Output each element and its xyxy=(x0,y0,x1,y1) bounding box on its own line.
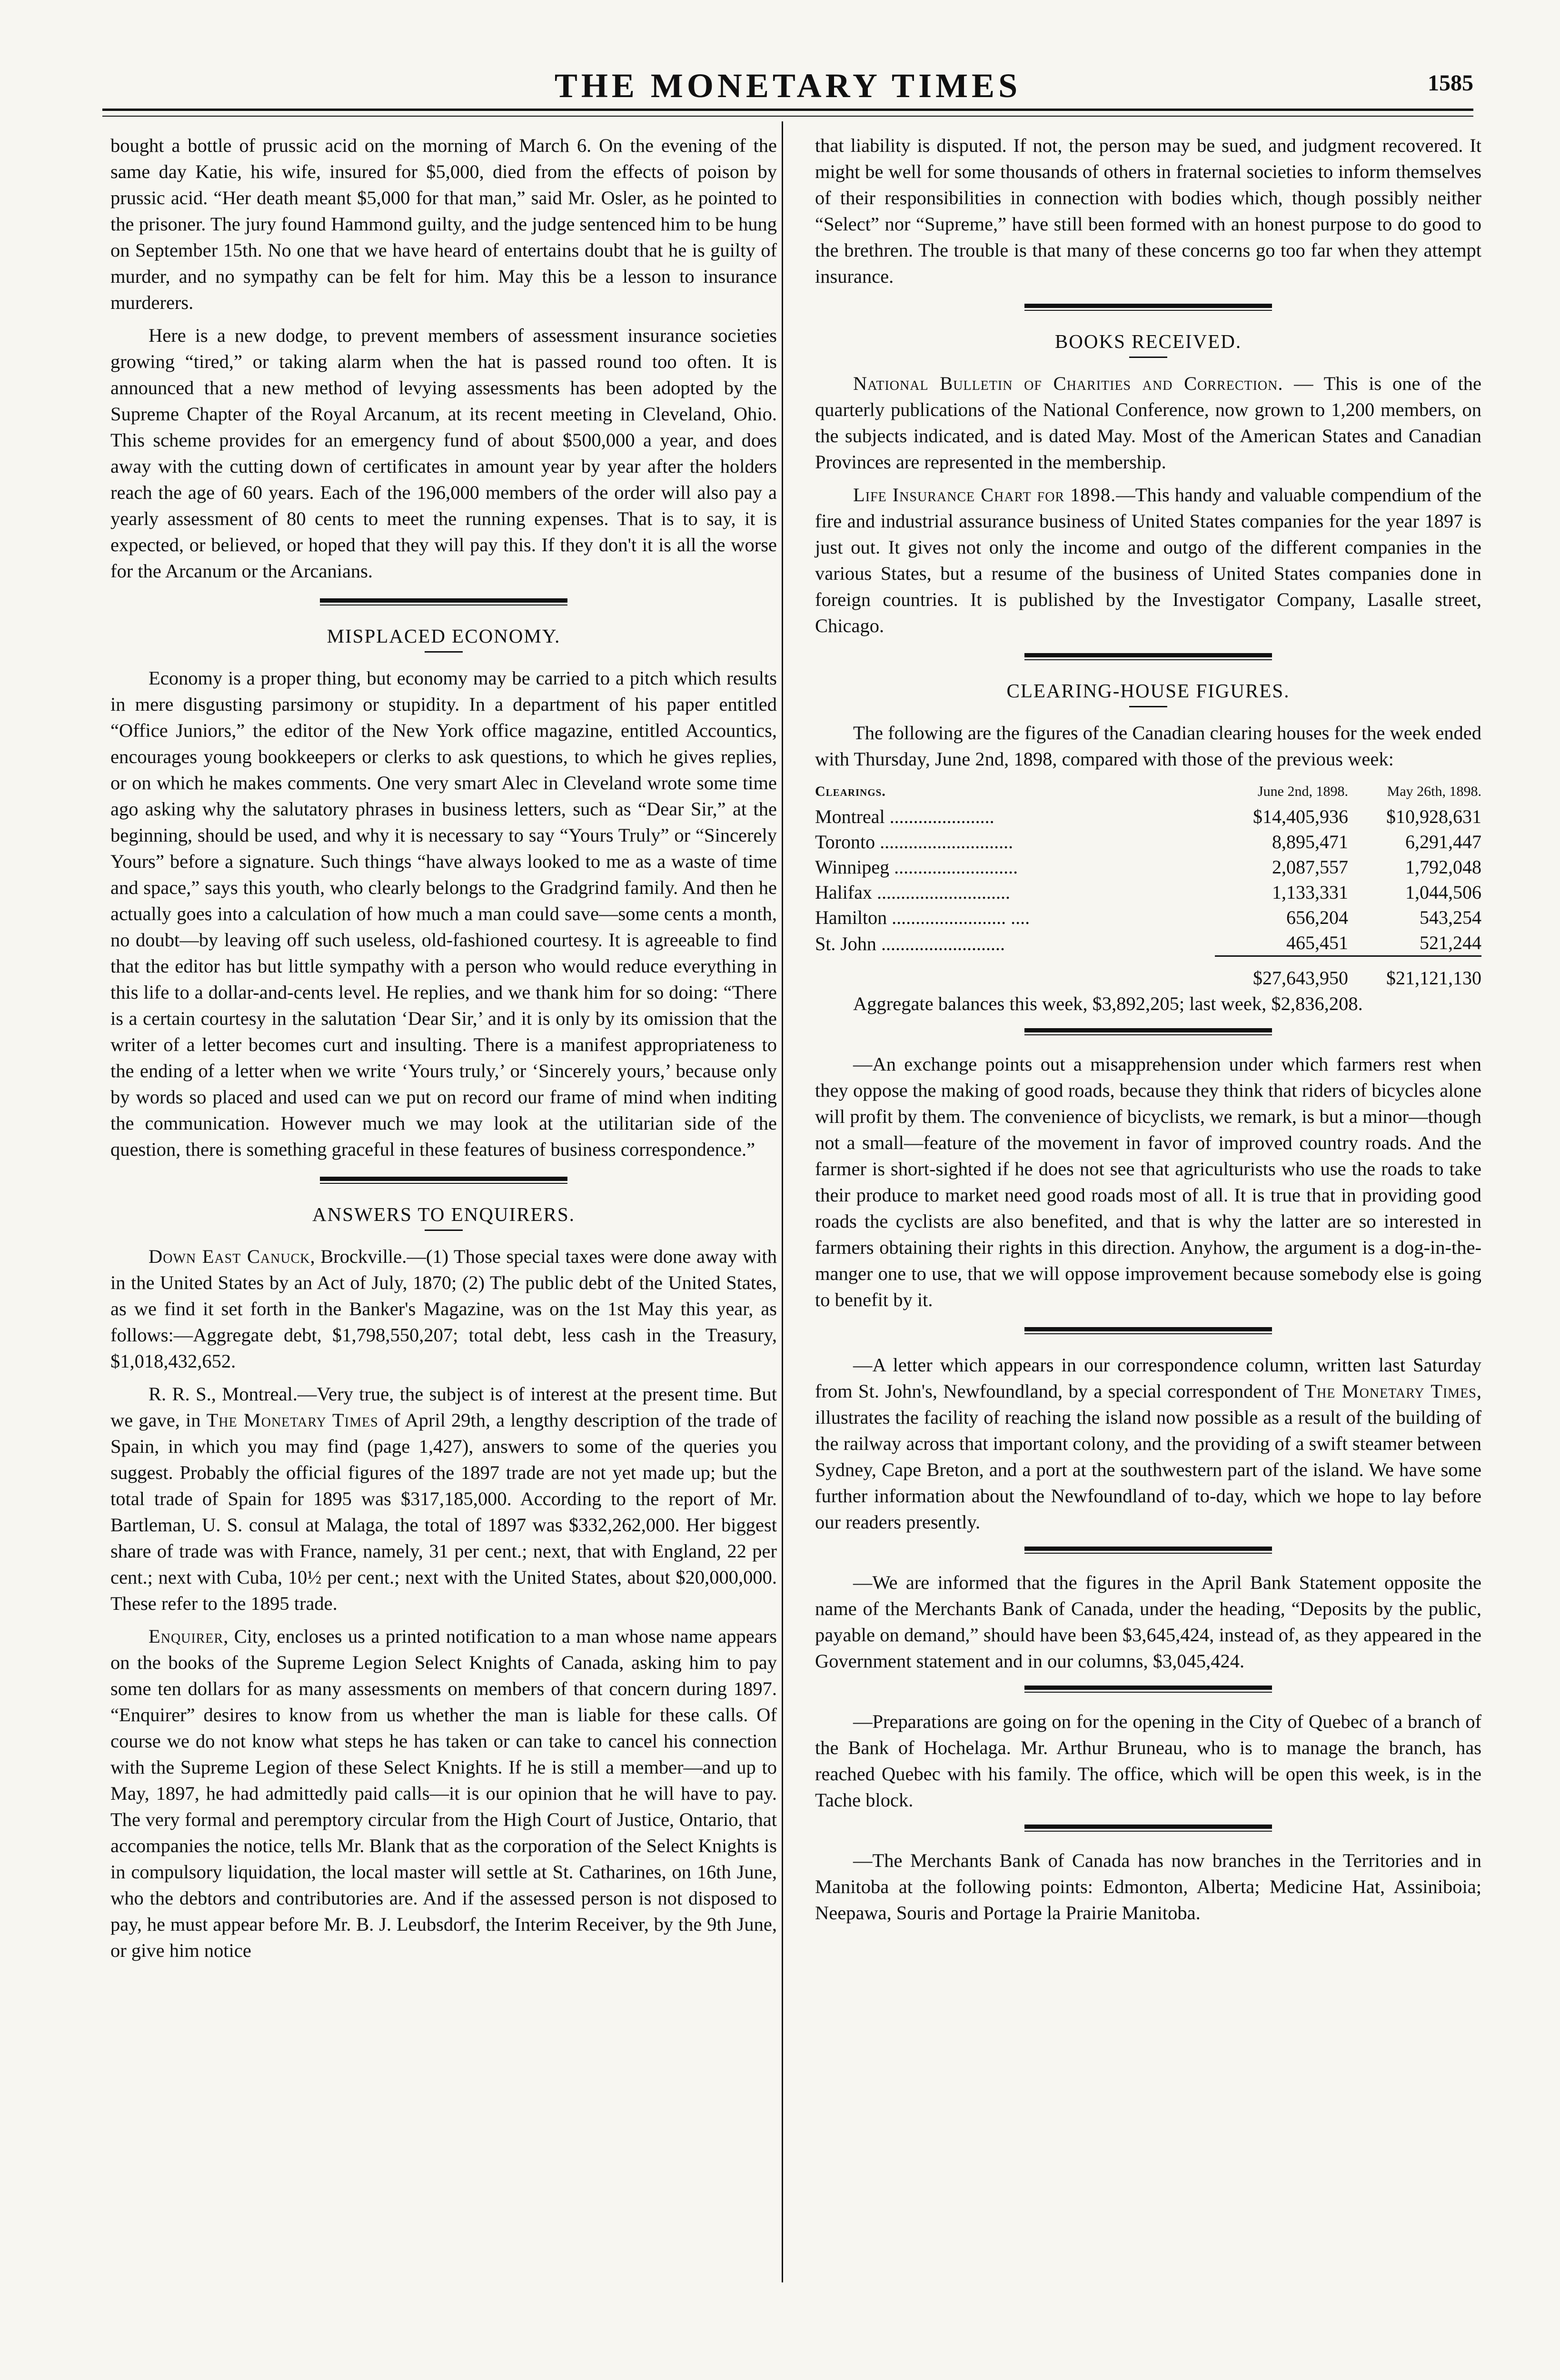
value-current: 656,204 xyxy=(1286,907,1348,928)
paragraph xyxy=(815,370,1481,475)
lead-in: Life Insurance Chart for 1898. xyxy=(853,484,1116,506)
section-heading: MISPLACED ECONOMY. xyxy=(327,625,561,647)
table-header-row xyxy=(815,779,1481,804)
section-divider xyxy=(1024,1684,1272,1694)
value-previous: $10,928,631 xyxy=(1386,806,1481,827)
total-previous: $21,121,130 xyxy=(1348,956,1481,991)
total-row xyxy=(815,956,1481,991)
total-current: $27,643,950 xyxy=(1215,956,1348,991)
table-row xyxy=(815,829,1481,854)
paragraph: Economy is a proper thing, but economy may be carried to a pitch which results in mere disgusting parsimony or stupidity. In a department of his paper entitled “Office Juniors,” the editor of the New York office magazine, entitled Accountics, encourages young bookkeepers or clerks to ask questions, to which he gives replies, or on which he makes comments. One very smart Alec in Cleveland wrote some time ago asking why the salutatory phrases in business letters, such as “Dear Sir,” at the beginning, should be used, and why it is necessary to say “Yours Truly” or “Sincerely Yours” before a signature. Such things “have always looked to me as a waste of time and space,” says this youth, who clearly belongs to the Gradgrind family. And then he actually goes into a calculation of how much a man could save—some cents a month, no doubt—by leaving off such useless, old-fashioned courtesy. It is agreeable to find that the editor has but little sympathy with a person who would reduce everything in this life to a dollar-and-cents level. He replies, and we thank him for so doing: “There is a certain courtesy in the salutation ‘Dear Sir,’ and it is only by its omission that the writer of a letter becomes curt and insulting. There is a manifest appropriateness to the ending of a letter when we write ‘Yours truly,’ or ‘Sincerely yours,’ because only by words so placed and used can we put on record our frame of mind when inditing the communication. However much we may look at the utilitarian side of the question, there is something graceful in these features of business correspondence.” xyxy=(110,667,777,1160)
lead-in: Down East Canuck xyxy=(149,1246,310,1267)
city-name: Winnipeg xyxy=(815,856,890,878)
paragraph-text: —This handy and valuable compendium of the fire and industrial assurance business of United States companies for the year 1897 is just out. It gives not only the income and outgo of the different companies in the various States, but a resume of the business of United States companies done in foreign countries. It is published by the Investigator Company, Lasalle street, Chicago. xyxy=(815,484,1481,636)
value-previous: 543,254 xyxy=(1420,907,1481,928)
table-header: May 26th, 1898. xyxy=(1387,783,1481,799)
value-current: 8,895,471 xyxy=(1272,831,1348,853)
header-rule-thick xyxy=(102,109,1473,111)
section-divider xyxy=(320,596,567,607)
paragraph: The following are the figures of the Canadian clearing houses for the week ended with Thursday, June 2nd, 1898, compared with those of the previous week: xyxy=(815,722,1481,770)
header-rule-thin xyxy=(102,116,1473,117)
paragraph-text: , Brockville.—(1) Those special taxes were done away with in the United States by an Act of July, 1870; (2) The public debt of the United States, as we find it set forth in the Banker's Magazine, was on the 1st May this year, as follows:—Aggregate debt, $1,798,550,207; total debt, less cash in the Treasury, $1,018,432,652. xyxy=(110,1246,777,1372)
paragraph-text: , City, encloses us a printed notification to a man whose name appears on the books of the Supreme Legion Select Knights of Canada, asking him to pay some ten dollars for as many assessments on members of that concern during 1897. “Enquirer” desires to know from us whether the man is liable for these calls. Of course we do not know what steps he has taken or can take to cancel his connection with the Supreme Legion of these Select Knights. If he is still a member—and up to May, 1897, he had admittedly paid calls—it is our opinion that he will have to pay. The very formal and peremptory circular from the High Court of Justice, Ontario, that accompanies the notice, tells Mr. Blank that as the corporation of the Select Knights is in compulsory liquidation, the local master will settle at St. Catharines, on 16th June, who the debtors and contributories are. And if the assessed person is not disposed to pay, he must appear before Mr. B. J. Leubsdorf, the Interim Receiver, by the 9th June, or give him notice xyxy=(110,1626,777,1961)
page-header xyxy=(102,64,1473,112)
value-previous: 6,291,447 xyxy=(1405,831,1481,853)
table-row xyxy=(815,880,1481,905)
dot-leader: ........................ .... xyxy=(887,907,1030,928)
city-name: Halifax xyxy=(815,882,872,903)
paragraph xyxy=(110,1381,777,1616)
table-row xyxy=(815,804,1481,829)
city-name: St. John xyxy=(815,932,876,954)
heading-rule xyxy=(1129,357,1167,358)
paragraph: Here is a new dodge, to prevent members of assessment insurance societies growing “tired,” or taking alarm when the hat is passed round too often. It is announced that a new method of levying assessments has been adopted by the Supreme Chapter of the Royal Arcanum, at its recent meeting in Cleveland, Ohio. This scheme provides for an emergency fund of about $500,000 a year, and does away with the cutting down of certificates in amount year by year after the holders reach the age of 60 years. Each of the 196,000 members of the order will also pay a yearly assessment of 80 cents to meet the running expenses. That is to say, it is expected, or believed, or hoped that they will pay this. If they don't it is all the worse for the Arcanum or the Arcanians. xyxy=(110,325,777,582)
heading-rule xyxy=(1129,706,1167,707)
paragraph: —Preparations are going on for the opening in the City of Quebec of a branch of the Bank of Hochelaga. Mr. Arthur Bruneau, who is to manage the branch, has reached Quebec with his family. The office, which will be open this week, is in the Tache block. xyxy=(815,1711,1481,1811)
value-current: 1,133,331 xyxy=(1272,882,1348,903)
paragraph-text: —A letter which appears in our correspondence column, written last Saturday from St. John's, Newfoundland, by a special correspondent of xyxy=(815,1354,1481,1402)
publication-name: The Monetary Times xyxy=(1304,1380,1477,1402)
paragraph-text: , illustrates the facility of reaching the island now possible as a result of the building of the railway across that important colony, and the providing of a swift steamer between Sydney, Cape Breton, and a port at the southwestern part of the island. We have some further information about the Newfoundland of to-day, which we hope to lay before our readers presently. xyxy=(815,1380,1481,1533)
table-row xyxy=(815,930,1481,956)
paragraph: bought a bottle of prussic acid on the morning of March 6. On the evening of the same day Katie, his wife, insured for $5,000, died from the effects of poison by prussic acid. “Her death meant $5,000 for that man,” said Mr. Osler, as he pointed to the prisoner. The jury found Hammond guilty, and the judge sentenced him to be hung on September 15th. No one that we have heard of entertains doubt that he is guilty of murder, and no sympathy can be felt for him. May this be a lesson to insurance murderers. xyxy=(110,135,777,313)
paragraph-text: — This is one of the quarterly publications of the National Conference, now grown to 1,200 members, on the subjects indicated, and is dated May. Most of the American States and Canadian Provinces are represented in the membership. xyxy=(815,373,1481,473)
left-column xyxy=(110,132,777,1970)
paragraph xyxy=(815,482,1481,639)
section-divider xyxy=(1024,1026,1272,1037)
section-divider xyxy=(1024,1823,1272,1833)
paragraph: that liability is disputed. If not, the person may be sued, and judgment recovered. It might be well for some thousands of others in fraternal societies to inform themselves of their responsibilities in connection with bodies which, though possibly neither “Select” nor “Supreme,” have still been formed with an honest purpose to do good to the brethren. The trouble is that many of these concerns go too far when they attempt insurance. xyxy=(815,135,1481,287)
paragraph: —The Merchants Bank of Canada has now branches in the Territories and in Manitoba at the following points: Edmonton, Alberta; Medicine Hat, Assiniboia; Neepawa, Souris and Portage la Prairie Manitoba. xyxy=(815,1850,1481,1924)
paragraph-text: R. R. S., Montreal.—Very true, the subject is of interest at the present time. But we gave, in xyxy=(110,1383,777,1431)
dot-leader: .......................... xyxy=(889,856,1018,878)
city-name: Hamilton xyxy=(815,907,887,928)
section-divider xyxy=(1024,1545,1272,1555)
city-name: Montreal xyxy=(815,806,885,827)
paragraph: —We are informed that the figures in the April Bank Statement opposite the name of the Merchants Bank of Canada, under the heading, “Deposits by the public, payable on demand,” should have been $3,645,424, instead of, as they appeared in the Government statement and in our columns, $3,045,424. xyxy=(815,1572,1481,1672)
table-row xyxy=(815,905,1481,930)
publication-name: The Monetary Times xyxy=(206,1409,378,1431)
value-current: 2,087,557 xyxy=(1272,856,1348,878)
lead-in: National Bulletin of Charities and Correction. xyxy=(853,373,1283,394)
section-heading: ANSWERS TO ENQUIRERS. xyxy=(312,1203,575,1225)
heading-rule xyxy=(425,1230,463,1231)
clearing-table xyxy=(815,779,1481,991)
page-number: 1585 xyxy=(1428,70,1473,96)
value-current: $14,405,936 xyxy=(1253,806,1348,827)
masthead-title: THE MONETARY TIMES xyxy=(554,67,1022,105)
dot-leader: .......................... xyxy=(876,932,1005,954)
paragraph xyxy=(110,1623,777,1964)
section-heading: BOOKS RECEIVED. xyxy=(1054,330,1242,352)
section-heading: CLEARING-HOUSE FIGURES. xyxy=(1006,680,1290,702)
dot-leader: ............................ xyxy=(872,882,1010,903)
section-divider xyxy=(320,1175,567,1185)
value-previous: 1,792,048 xyxy=(1405,856,1481,878)
column-divider xyxy=(782,121,783,2282)
dot-leader: ............................ xyxy=(875,831,1014,853)
city-name: Toronto xyxy=(815,831,875,853)
table-header: June 2nd, 1898. xyxy=(1258,783,1348,799)
section-divider xyxy=(1024,651,1272,662)
value-previous: 521,244 xyxy=(1420,932,1481,953)
paragraph xyxy=(110,1243,777,1374)
paragraph-text: of April 29th, a lengthy description of the trade of Spain, in which you may find (page 1,427), answers to some of the queries you suggest. Probably the official figures of the 1897 trade are not yet made up; but the total trade of Spain for 1895 was $317,185,000. According to the report of Mr. Bartleman, U. S. consul at Malaga, the total of 1897 was $332,262,000. Her biggest share of trade was with France, namely, 31 per cent.; next, that with England, 22 per cent.; next with Cuba, 10½ per cent.; next with the United States, about $20,000,000. These refer to the 1895 trade. xyxy=(110,1409,777,1614)
paragraph xyxy=(815,1352,1481,1535)
table-header: Clearings. xyxy=(815,783,886,799)
paragraph: —An exchange points out a misapprehension under which farmers rest when they oppose the making of good roads, because they think that riders of bicycles alone will profit by them. The convenience of bicyclists, we remark, is but a minor—though not a small—feature of the movement in favor of improved country roads. And the farmer is short-sighted if he does not see that agriculturists who use the roads to take their produce to market need good roads most of all. It is true that in providing good roads the cyclists are also benefited, and that is why the latter are so interested in farmers obtaining their rights in this direction. Anyhow, the argument is a dog-in-the-manger one to use, that we will oppose improvement because somebody else is going to benefit by it. xyxy=(815,1053,1481,1310)
lead-in: Enquirer xyxy=(149,1626,224,1647)
right-column xyxy=(815,132,1481,1933)
aggregate-balances: Aggregate balances this week, $3,892,205; last week, $2,836,208. xyxy=(853,993,1363,1014)
value-current: 465,451 xyxy=(1286,932,1348,953)
dot-leader: ...................... xyxy=(884,806,994,827)
table-row xyxy=(815,854,1481,880)
section-divider xyxy=(1024,302,1272,312)
heading-rule xyxy=(425,651,463,653)
value-previous: 1,044,506 xyxy=(1405,882,1481,903)
section-divider xyxy=(1024,1325,1272,1336)
